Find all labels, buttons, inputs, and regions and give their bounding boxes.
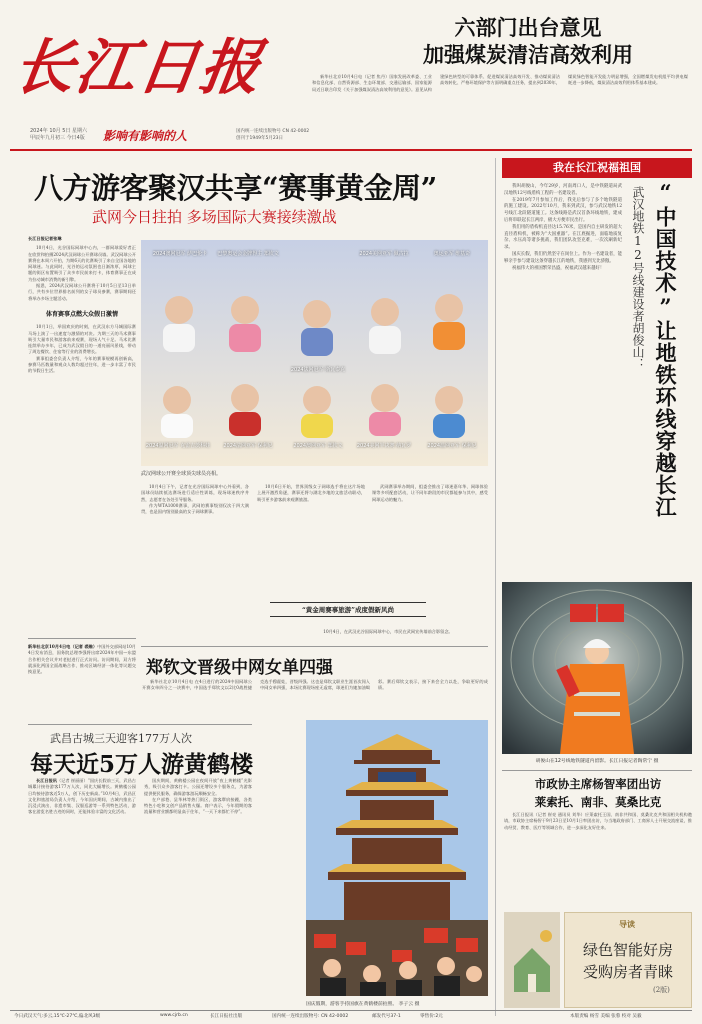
masthead-date: 2024年 10月 5日 星期六 甲辰年九月初三 今日4版 [30, 128, 88, 141]
news-short-body: 新华社北京10月4日电（记者 裘维）中国外交部网站10月4日发布消息，国务院总理李强将出席2024年中国—东盟合作相关会议并对老挝进行正式访问。访问期间，双方将就深化两国全面战略合作、推动区域经济一体化等议题交换意见。 [28, 644, 136, 675]
zhengqin-body: 新华社北京10月4日电 在4日进行的2024中国网球公开赛女单四分之一决赛中，中国选手郑钦文以2比0战胜捷克选手穆霍娃，晋级四强。这也是郑钦文职业生涯首次闯入中网女单四强，本场比赛现场座无虚席，球迷们为她加油喝彩。赛后郑钦文表示，接下来会全力以赴，争取更好的成绩。 [142, 679, 488, 691]
divider-mid-1 [141, 646, 488, 647]
footer-weather: 今日武汉天气:多云,15℃-27℃,偏北风3级 [14, 1014, 101, 1019]
masthead-slogan: 影响有影响的人 [103, 129, 188, 143]
crane-headline: 每天近5万人游黄鹤楼 [30, 751, 254, 778]
player-label-7: 2024澳网亚军 郑钦文 [293, 443, 343, 449]
quote-box: “黄金周赛事旅游”成度假新风尚 [270, 602, 426, 617]
lead-column-left: 长江日报记者张琳 10月4日，光谷国际网球中心内，一群网球爱好者正在欣赏和拍摄2024武汉网球公开赛球员墙。武汉网球公开赛将在本周六开拍，为期6天的比赛吸引了来自全国各地的网球迷。与此同时，光谷的运动氛围也日渐浓厚，网球主题的街区布置吸引了众多市民前来打卡，体育赛事正在成为拉动城市消费的新引擎。 据悉，2024武汉网球公开赛将于10月5日至13日举行，共有多位世界排名前列的女子球员参赛，赛事期间还将举办多场主题活动。 体育赛事点燃大众假日激情 10月1日，举国欢庆的时刻，在武汉东方马城国际赛马场上演了一出速度与激情的对决。为期三天的马术赛事吸引大量市民和游客前来观赛，现场人气十足。马术比赛连续举办多年，已成为武汉假日的一道亮丽风景线，带动了周边餐饮、住宿等行业的消费增长。 赛事组委会负责人介绍，今年的赛事规模再创新高，参赛马匹数量和观众人数均超过往年，进一步丰富了市民的节假日生活。 [28, 236, 136, 374]
lead-column-mid-1: 10月4日下午，记者在光谷国际网球中心外看到，各国球员陆续抵达赛场进行适应性训练，现场球迷秩序井然，志愿者在各处引导服务。 作为WTA1000赛事，武网的赛事级别仅次于四大满贯，也是国内级别最高的女子网球赛事。 [141, 484, 249, 515]
column-rule-right [495, 158, 496, 1016]
footer-rule [10, 1010, 692, 1011]
zhengqin-headline: 郑钦文晋级中网女单四强 [146, 658, 333, 678]
sidebar-body: 我叫胡俊山，今年29岁，河南周口人，是中铁隧道局武汉地铁12号线盾构工程的一名建设者。 在2019年7月参加工作后，我先后参与了多个地铁隧道的施工建设。2022年10月，我来到武汉，参与武汉地铁12号线江北段隧道施工。这条线路是武汉首条环线地铁，建成后将串联起长江两岸，极大方便市民出行。 我们用的盾构机直径达15.76米，是国内自主研发的超大直径盾构机，被称为“大国重器”。在江底掘进，面临地质复杂、水压高等诸多挑战，我们团队攻坚克难，一次次刷新纪录。 国庆长假，我们仍然坚守在岗位上。作为一名建设者，能够亲手参与建设这条穿越长江的地铁，我感到无比骄傲。 祝福伟大的祖国繁荣昌盛，祝福武汉越来越好！ [504, 184, 622, 271]
sidebar-vertical-headline: “中国技术”让地铁环线穿越长江 [653, 180, 678, 518]
city-news-body: 长江日报讯（记者 崔亮 通讯员 刘华）应莱索托王国、南非共和国、莫桑比克共和国相关机构邀请，市政协主席杨智于9月23日至10月1日率团出访，与当地政府部门、工商界人士开展交流座谈，推动经贸、教育、医疗等领域合作，进一步深化友好往来。 [504, 812, 692, 830]
divider-right-1 [502, 770, 692, 771]
guide-page-ref: (2版) [653, 986, 670, 994]
sidebar-vertical-subhead: 武汉地铁12号线建设者胡俊山： [631, 186, 645, 370]
lead-column-mid-3: 武网赛事举办期间，组委会推出了球迷嘉年华、网球体验课等多项配套活动，让不同年龄段的市民都能参与其中，感受网球运动的魅力。 [372, 484, 488, 502]
sidebar-photo [502, 582, 692, 754]
player-label-6: 2024美网亚军 佩古拉 [359, 251, 409, 257]
player-collage-graphic [141, 240, 488, 466]
player-label-3: 2024法网冠军 斯瓦泰克 [290, 367, 346, 373]
lead-photo-note: 10月4日，在武汉光谷国际网球中心，市民在武网宣传墙前合影留念。 [323, 629, 453, 634]
guide-icon-strip [504, 912, 560, 1008]
player-collage [141, 240, 488, 466]
guide-house-icon [504, 912, 560, 1008]
masthead-issn: 国内统一连续出版物号 CN 42-0002 创刊于1949年5月23日 [236, 129, 310, 141]
footer-website[interactable]: www.cjrb.cn [160, 1013, 188, 1018]
footer [10, 1012, 692, 1022]
footer-postal: 邮发代号37-1 [372, 1014, 401, 1019]
lead-column-mid-2: 10月6日开始，世界顶级女子网球选手将在这片场地上展开激烈角逐，赛事还将与湖北多地的文旅活动联动，吸引更多游客前来观赛旅游。 [257, 484, 365, 502]
top-story-body: 新华社北京10月4日电（记者 焦丹）国家发展改革委、工业和信息化部、自然资源部、生态环境部、交通运输部、国家能源局近日联合印发《关于加强煤炭清洁高效利用的意见》。意见从构建绿色转型的可靠体系、促进煤炭清洁高效开发、推动煤炭清洁高效转化、严格环境保护等方面明确重点任务，提出到2030年，煤炭绿色智能开发能力明显增强，全国燃煤发电机组平均供电煤耗进一步降低，煤炭清洁高效利用体系基本建成。 [312, 74, 688, 92]
divider-left-2 [28, 724, 252, 725]
crane-photo [306, 720, 488, 996]
top-story-headline: 六部门出台意见 加强煤炭清洁高效利用 [423, 15, 633, 67]
lead-subhead: 武网今日拄拍 多场国际大赛接续激战 [92, 208, 337, 226]
sidebar-photo-graphic [502, 582, 692, 754]
guide-text-1: 绿色智能好房 [582, 941, 673, 959]
sidebar-photo-caption: 胡俊山在12号线地铁隧道内留影。长江日报记者陶常宁 摄 [535, 759, 659, 764]
footer-cn: 国内统一连续出版物号: CN 42-0002 [272, 1014, 349, 1019]
city-news-headline: 市政协主席杨智率团出访 莱索托、南非、莫桑比克 [534, 777, 662, 809]
crane-body: 长江日报讯（记者 崔丽丽）“国庆长假前三天，武昌古城累计接待游客177万人次，同比大幅增长。黄鹤楼公园日均接待游客近5万人，创下历史新高。”10月4日，武昌区文化和旅游局负责人介绍，今年国庆期间，古城内推出了沉浸式演出、非遗市集、汉服巡游等一系列特色活动，游客在游览名胜古迹的同时，还能体验丰富的文化活动。 国庆期间，黄鹤楼公园在夜间开放“夜上黄鹤楼”光影秀，吸引众多游客打卡。公园还增设多个服务点，为游客提供便民服务，确保游客游玩顺畅安全。 在户部巷、昙华林等热门街区，游客摩肩接踵，各类特色小吃和文创产品销售火爆。商户表示，今年假期的客流量和营业额都明显高于往年，“一天下来都忙不停”。 [28, 778, 252, 815]
collage-caption: 武汉网球公开赛全球顶尖球员亮相。 [141, 471, 222, 477]
sidebar-banner: 我在长江祝福祖国 [502, 158, 692, 178]
player-label-5: 2024法网亚军 保利尼 [223, 443, 273, 449]
player-label-10: 2024温网亚军 保利尼 [427, 443, 477, 449]
crane-kicker: 武昌古城三天迎客177万人次 [50, 732, 192, 745]
player-label-9: 2024美网半决赛 纳瓦罗 [356, 443, 412, 449]
player-label-2: 巴黎奥运会金牌得主 郑钦文 [217, 251, 279, 257]
footer-publisher: 长江日报社出版 [210, 1014, 243, 1019]
lead-headline: 八方游客聚汉共享“赛事黄金周” [34, 171, 437, 205]
masthead-rule [10, 149, 692, 151]
crane-photo-graphic [306, 720, 488, 996]
footer-price: 零售价:2元 [420, 1014, 443, 1019]
footer-editor-line: 本版责编 杨雪 美编 张蓉 校对 吴毅 [570, 1014, 642, 1019]
masthead-logo: 长江日报 [9, 33, 267, 103]
guide-box [564, 912, 692, 1008]
player-label-4: 2024温网冠军 克雷吉茨科娃 [145, 443, 211, 449]
player-label-1: 2024澳网冠军 萨巴伦卡 [152, 251, 208, 257]
divider-left-1 [28, 638, 136, 639]
crane-photo-caption: 国庆假期，游客手持国旗在黄鹤楼前拍照。 李子云 摄 [306, 1002, 420, 1007]
guide-text-2: 受购房者青睐 [582, 963, 673, 981]
guide-label: 导读 [619, 919, 635, 929]
player-label-8: 奥运亚军 维基奇 [433, 251, 471, 257]
